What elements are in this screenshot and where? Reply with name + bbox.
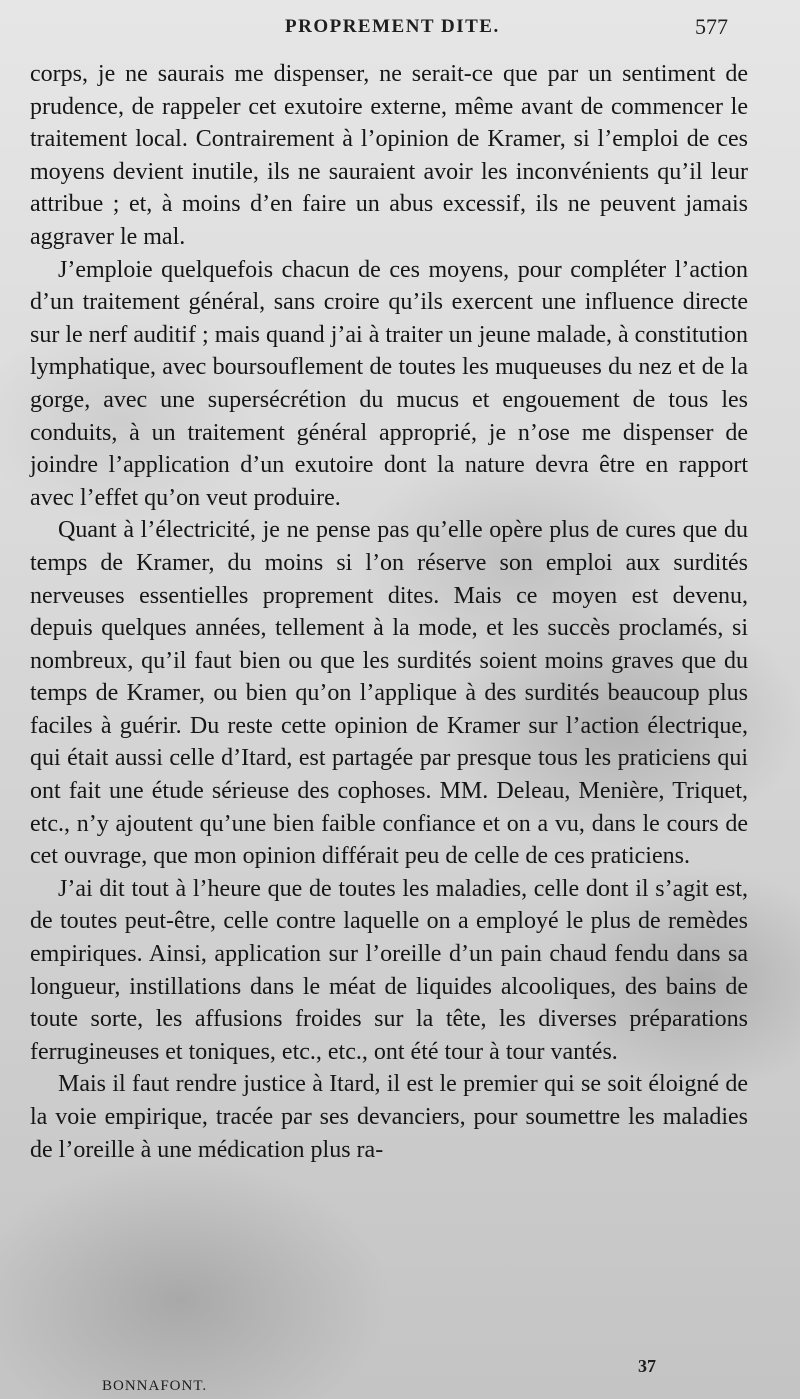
running-title: PROPREMENT DITE. (285, 16, 500, 37)
page-foot (0, 1356, 800, 1396)
author-footer: BONNAFONT. (102, 1378, 208, 1394)
body-text (30, 58, 748, 1166)
running-head (0, 16, 800, 46)
paragraph: J’ai dit tout à l’heure que de toutes les maladies, celle dont il s’agit est, de toutes peut-être, celle contre laquelle on a employé le plus de remèdes empiriques. Ainsi, application sur l’oreille d’un pain chaud fendu dans sa longueur, instillations dans le méat de liquides alcooliques, des bains de toute sorte, les affusions froides sur la tête, les diverses préparations ferrugineuses et toniques, etc., etc., ont été tour à tour vantés. (30, 875, 748, 1065)
paragraph: Quant à l’électricité, je ne pense pas qu’elle opère plus de cures que du temps de Kramer, du moins si l’on réserve son emploi aux surdités nerveuses essentielles proprement dites. Mais ce moyen est devenu, depuis quelques années, tellement à la mode, et les succès proclamés, si nombreux, qu’il faut bien ou que les surdités soient moins graves que du temps de Kramer, ou bien qu’on l’applique à des surdités beaucoup plus faciles à guérir. Du reste cette opinion de Kramer sur l’action électrique, qui était aussi celle d’Itard, est partagée par presque tous les praticiens qui ont fait une étude sérieuse des cophoses. MM. Deleau, Menière, Triquet, etc., n’y ajoutent qu’une bien faible confiance et on a vu, dans le cours de cet ouvrage, que mon opinion différait peu de celle de ces praticiens. (30, 517, 748, 870)
page-number: 577 (695, 14, 728, 39)
paragraph: Mais il faut rendre justice à Itard, il est le premier qui se soit éloigné de la voie empirique, tracée par ses devanciers, pour soumettre les maladies de l’oreille à une médication plus ra- (30, 1071, 748, 1163)
paragraph: J’emploie quelquefois chacun de ces moyens, pour compléter l’action d’un traitement général, sans croire qu’ils exercent une influence directe sur le nerf auditif ; mais quand j’ai à traiter un jeune malade, à constitution lymphatique, avec boursouflement de toutes les muqueuses du nez et de la gorge, avec une supersécrétion du mucus et engouement de tous les conduits, à un traitement général approprié, je n’ose me dispenser de joindre l’application d’un exutoire dont la nature devra être en rapport avec l’effet qu’on veut produire. (30, 256, 748, 511)
signature-mark: 37 (638, 1356, 656, 1376)
paragraph-continuation: corps, je ne saurais me dispenser, ne serait-ce que par un sentiment de prudence, de rappeler cet exutoire externe, même avant de commencer le traitement local. Contrairement à l’opinion de Kramer, si l’emploi de ces moyens devient inutile, ils ne sauraient avoir les inconvénients qu’il leur attribue ; et, à moins d’en faire un abus excessif, ils ne peuvent jamais aggraver le mal. (30, 61, 748, 250)
